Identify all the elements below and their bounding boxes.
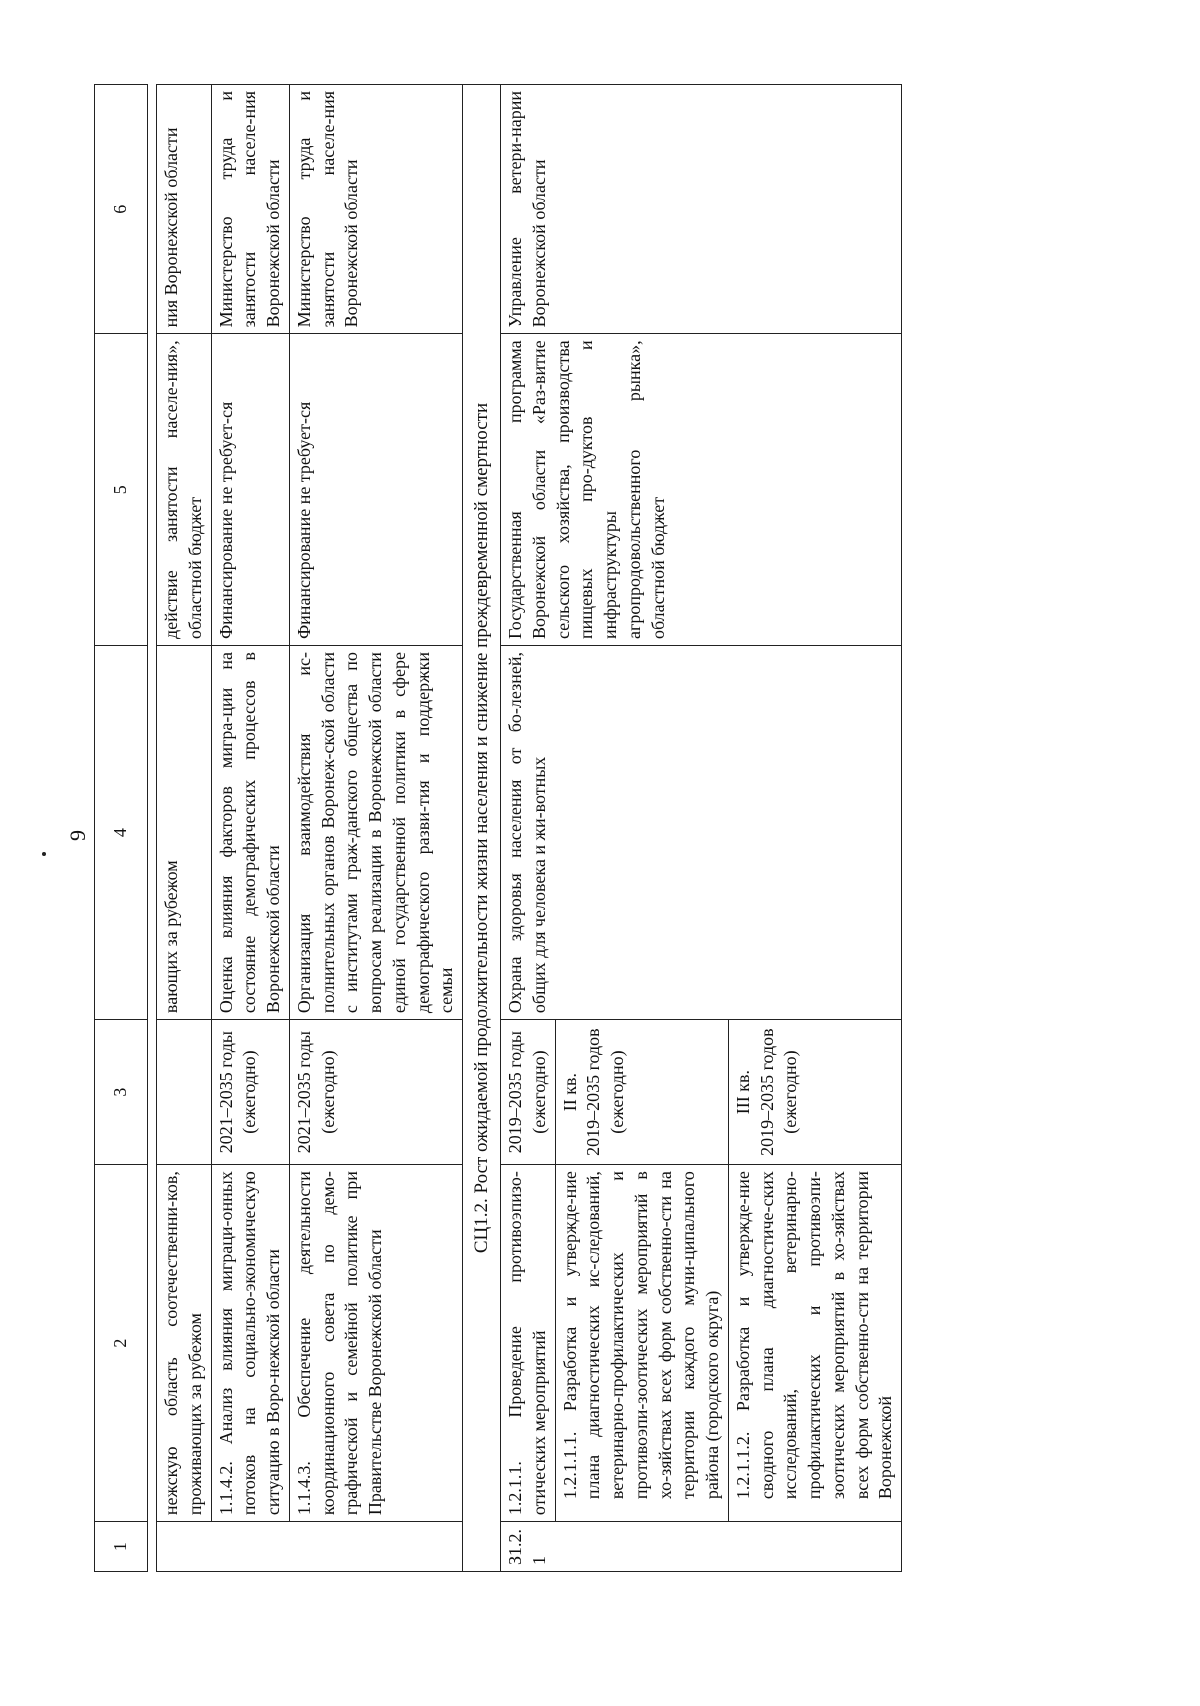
event-cell: 1.2.1.1. Проведение противоэпизо-отических мероприятий xyxy=(501,1165,556,1522)
event-cell: 1.1.4.3. Обеспечение деятельности координационного совета по демо-графической и семейной политике при Правительстве Воронежской области xyxy=(289,1165,462,1522)
event-cell: нежскую область соотечественни-ков, проживающих за рубежом xyxy=(157,1165,212,1522)
goal-cell: Оценка влияния факторов мигра-ции на состояние демографических процессов в Воронежской области xyxy=(211,646,289,1020)
goal-cell: вающих за рубежом xyxy=(157,646,212,1020)
stray-dot xyxy=(42,852,46,856)
header-cell: 3 xyxy=(95,1020,148,1165)
period-years: 2019–2035 годов (ежегодно) xyxy=(583,1028,628,1156)
header-row xyxy=(95,85,148,1572)
period-cell: 2019–2035 годы (ежегодно) xyxy=(501,1020,556,1165)
code-cell: З1.2.1 xyxy=(501,1522,902,1572)
event-cell: 1.2.1.1.2. Разработка и утвержде-ние сводного плана диагностиче-ских исследований, ветеринарно-профилактических и противоэпи-зоотических мероприятий в хо-зяйствах всех форм собственно-сти на территории Воронежской xyxy=(728,1165,901,1522)
period-cell xyxy=(555,1020,728,1165)
period-cell: 2021–2035 годы (ежегодно) xyxy=(211,1020,289,1165)
funding-cell: Финансирование не требует-ся xyxy=(211,334,289,646)
funding-cell: действие занятости населе-ния», областной бюджет xyxy=(157,334,212,646)
section-row xyxy=(463,85,501,1572)
section-title: СЦ1.2. Рост ожидаемой продолжительности жизни населения и снижение преждевременной смертности xyxy=(463,85,501,1572)
page-number: 9 xyxy=(65,830,90,841)
event-cell: 1.1.4.2. Анализ влияния миграци-онных потоков на социально-экономическую ситуацию в Воро-нежской области xyxy=(211,1165,289,1522)
goal-cell: Охрана здоровья населения от бо-лезней, общих для человека и жи-вотных xyxy=(501,646,902,1020)
header-cell: 6 xyxy=(95,85,148,334)
period-cell xyxy=(728,1020,901,1165)
header-cell: 4 xyxy=(95,646,148,1020)
header-cell: 1 xyxy=(95,1522,148,1572)
period-cell xyxy=(157,1020,212,1165)
executor-cell: Министерство труда и занятости населе-ния Воронежской области xyxy=(211,85,289,334)
rotated-table-wrapper xyxy=(94,84,1116,1572)
table-row xyxy=(211,85,289,1572)
table-row xyxy=(157,85,212,1572)
table-row xyxy=(289,85,462,1572)
table-row xyxy=(501,85,556,1572)
events-table xyxy=(94,84,902,1572)
executor-cell: ния Воронежской области xyxy=(157,85,212,334)
header-cell: 5 xyxy=(95,334,148,646)
funding-cell: Государственная программа Воронежской области «Раз-витие сельского хозяйства, производства пищевых про-дуктов и инфраструктуры агропродовольственного рынка», областной бюджет xyxy=(501,334,902,646)
period-quarter: II кв. xyxy=(559,1072,580,1112)
period-quarter: III кв. xyxy=(732,1069,753,1115)
period-years: 2019–2035 годов (ежегодно) xyxy=(756,1028,801,1156)
period-cell: 2021–2035 годы (ежегодно) xyxy=(289,1020,462,1165)
spacer-row xyxy=(148,85,157,1572)
header-cell: 2 xyxy=(95,1165,148,1522)
goal-cell: Организация взаимодействия ис-полнительных органов Воронеж-ской области с институтами граж-данского общества по вопросам реализации в Воронежской области единой государственной политики в сфере демографического разви-тия и поддержки семьи xyxy=(289,646,462,1020)
executor-cell: Министерство труда и занятости населе-ния Воронежской области xyxy=(289,85,462,334)
code-cell xyxy=(157,1522,463,1572)
event-cell: 1.2.1.1.1. Разработка и утвержде-ние плана диагностических ис-следований, ветеринарно-профилактических и противоэпи-зоотических мероприятий в хо-зяйствах всех форм собственно-сти на территории каждого муни-ципального района (городского округа) xyxy=(555,1165,728,1522)
funding-cell: Финансирование не требует-ся xyxy=(289,334,462,646)
executor-cell: Управление ветери-нарии Воронежской области xyxy=(501,85,902,334)
